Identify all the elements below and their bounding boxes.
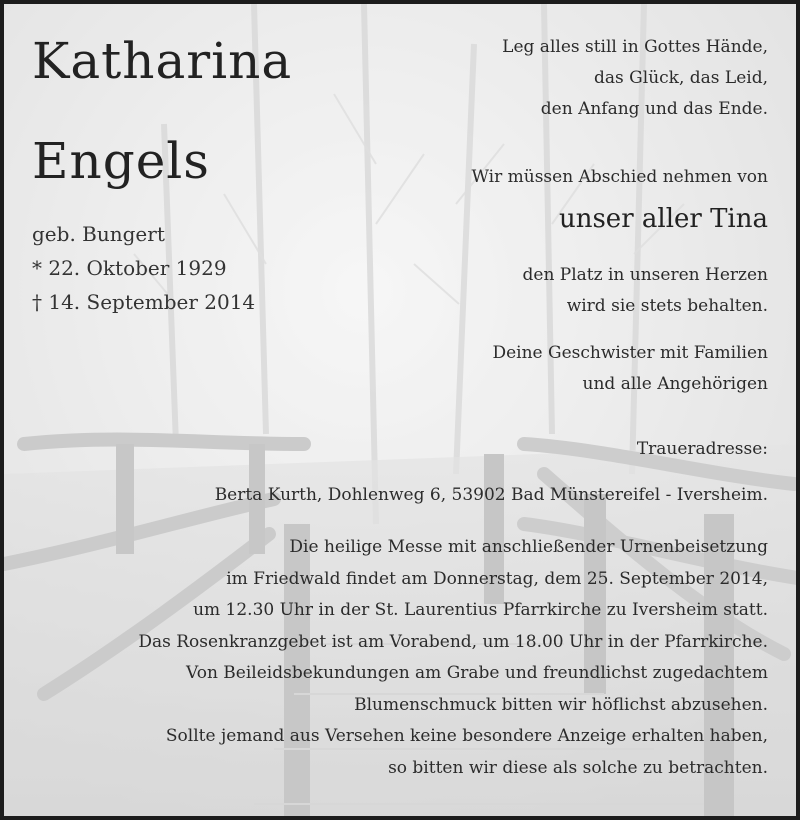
mourners-line: und alle Angehörigen: [582, 374, 768, 394]
verse-line: den Anfang und das Ende.: [540, 99, 768, 119]
service-line: im Friedwald findet am Donnerstag, dem 25. September 2014,: [226, 568, 768, 589]
verse-line: das Glück, das Leid,: [594, 68, 768, 88]
service-line: Das Rosenkranzgebet ist am Vorabend, um 18.00 Uhr in der Pfarrkirche.: [138, 631, 768, 652]
maiden-name: geb. Bungert: [32, 222, 165, 246]
mourners-line: Deine Geschwister mit Familien: [492, 343, 768, 363]
heart-line: den Platz in unseren Herzen: [522, 265, 768, 285]
mourners: [492, 338, 768, 400]
farewell-intro: Wir müssen Abschied nehmen von: [471, 167, 768, 187]
verse-line: Leg alles still in Gottes Hände,: [502, 37, 768, 57]
service-info: [138, 532, 768, 784]
service-line: Blumenschmuck bitten wir höflichst abzusehen.: [354, 694, 768, 715]
deceased-first-name: Katharina: [32, 32, 293, 90]
service-line: um 12.30 Uhr in der St. Laurentius Pfarrkirche zu Iversheim statt.: [193, 600, 768, 620]
death-date: † 14. September 2014: [32, 290, 256, 314]
service-line: Sollte jemand aus Versehen keine besondere Anzeige erhalten haben,: [165, 726, 768, 746]
nickname: unser aller Tina: [558, 204, 768, 234]
verse: [502, 32, 768, 125]
address-line: Berta Kurth, Dohlenweg 6, 53902 Bad Münstereifel - Iversheim.: [214, 485, 768, 505]
heart-line: wird sie stets behalten.: [566, 296, 768, 316]
service-line: Die heilige Messe mit anschließender Urnenbeisetzung: [289, 537, 768, 557]
address-label: Traueradresse:: [636, 439, 768, 459]
service-line: so bitten wir diese als solche zu betrachten.: [388, 757, 768, 778]
heart-text: [523, 260, 769, 322]
service-line: Von Beileidsbekundungen am Grabe und freundlichst zugedachtem: [186, 663, 768, 683]
birth-date: * 22. Oktober 1929: [32, 256, 227, 280]
deceased-last-name: Engels: [32, 132, 210, 190]
